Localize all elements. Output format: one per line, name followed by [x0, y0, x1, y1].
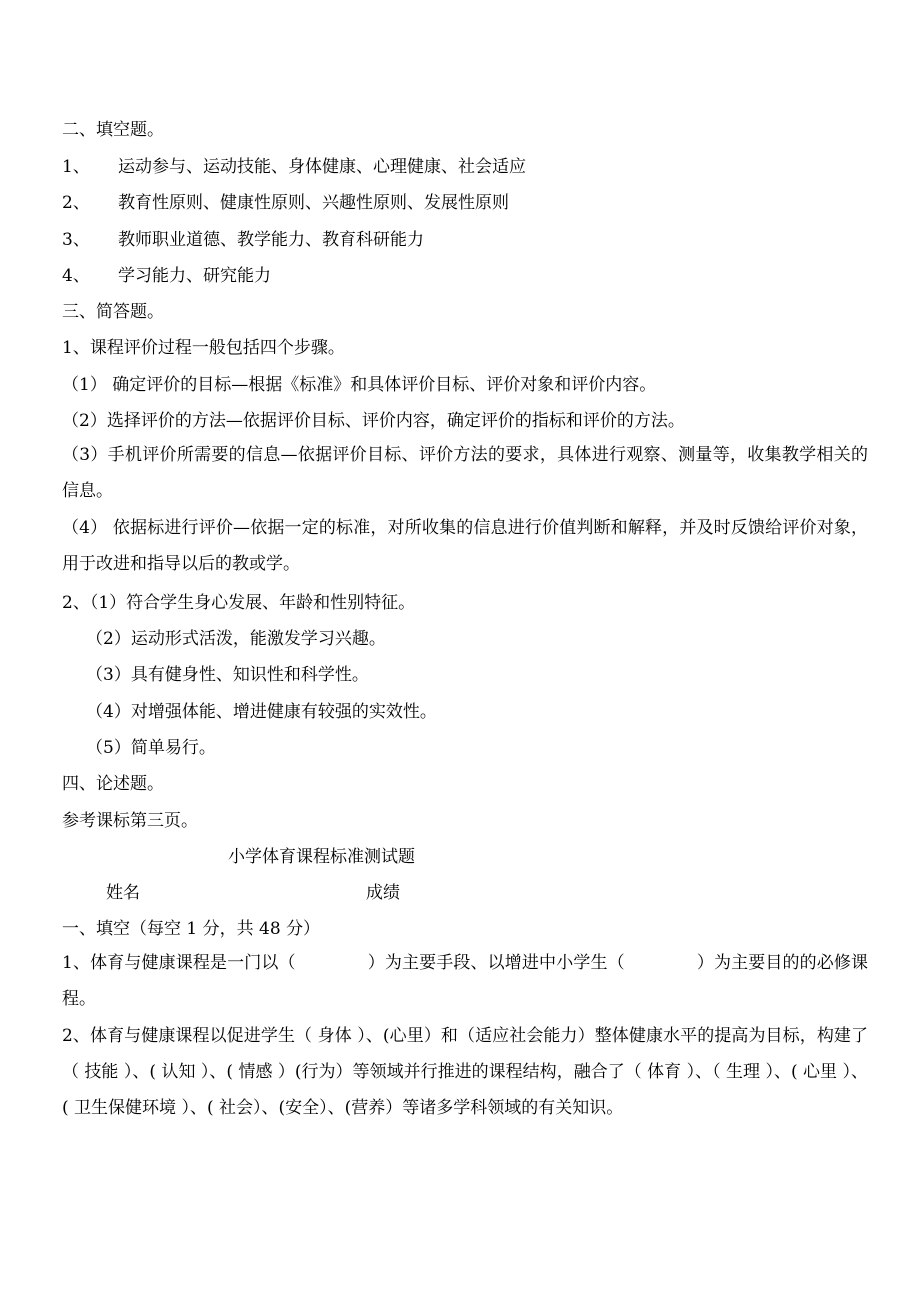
short-answer-2-item-5: （5）简单易行。	[86, 738, 216, 758]
short-answer-1-step-3: （3）手机评价所需要的信息—依据评价目标、评价方法的要求，具体进行观察、测量等，收集教学相关的信息。	[62, 445, 868, 501]
fill-answer-4-text: 学习能力、研究能力	[118, 266, 271, 286]
test-section-1-heading: 一、填空（每空 1 分，共 48 分）	[62, 919, 321, 939]
score-label: 成绩	[366, 883, 400, 903]
test-question-2: 2、体育与健康课程以促进学生（ 身体 ）、(心里）和（适应社会能力）整体健康水平的提高为目标，构建了（ 技能 ）、( 认知 ）、( 情感 ）(行为）等领域并行推进的课程结构，融合了（ 体育 ）、（ 生理 ）、( 心里 ）、( 卫生保健环境 ）、( 社会）、(安全）、(营养）等诸多学科领域的有关知识。	[62, 1026, 868, 1118]
test-question-1-part-c: ）为主要目的的必修课程。	[62, 953, 869, 1009]
short-answer-2-item-3: （3）具有健身性、知识性和科学性。	[86, 665, 369, 685]
fill-answers-heading: 二、填空题。	[62, 120, 164, 140]
short-answer-2-item-1: 2、（1）符合学生身心发展、年龄和性别特征。	[62, 593, 416, 613]
fill-answer-3	[62, 229, 868, 251]
fill-answer-2-text: 教育性原则、健康性原则、兴趣性原则、发展性原则	[118, 193, 509, 213]
test-question-1	[62, 945, 868, 1017]
fill-answer-3-number: 3、	[62, 230, 90, 250]
essay-answer: 参考课标第三页。	[62, 811, 198, 831]
fill-answer-2	[62, 192, 868, 214]
fill-answer-4	[62, 265, 868, 287]
fill-answer-3-text: 教师职业道德、教学能力、教育科研能力	[118, 230, 424, 250]
short-answers-heading: 三、简答题。	[62, 302, 164, 322]
fill-answer-4-number: 4、	[62, 266, 90, 286]
fill-answer-1	[62, 156, 868, 178]
essay-heading: 四、论述题。	[62, 774, 164, 794]
short-answer-2-item-4: （4）对增强体能、增进健康有较强的实效性。	[86, 702, 437, 722]
name-label: 姓名	[106, 883, 140, 903]
short-answer-2-item-2: （2）运动形式活泼，能激发学习兴趣。	[86, 629, 386, 649]
test-question-1-part-b: ）为主要手段、以增进中小学生（	[367, 953, 625, 973]
test-title: 小学体育课程标准测试题	[228, 847, 415, 867]
short-answer-1-step-4: （4） 依据标进行评价—依据一定的标准，对所收集的信息进行价值判断和解释，并及时反馈给评价对象，用于改进和指导以后的教或学。	[62, 518, 868, 574]
fill-answer-1-text: 运动参与、运动技能、身体健康、心理健康、社会适应	[118, 157, 526, 177]
test-question-1-part-a: 1、体育与健康课程是一门以（	[62, 953, 296, 973]
short-answer-1-intro: 1、课程评价过程一般包括四个步骤。	[62, 338, 345, 358]
fill-answer-2-number: 2、	[62, 193, 90, 213]
short-answer-1-step-2: （2）选择评价的方法—依据评价目标、评价内容，确定评价的指标和评价的方法。	[62, 411, 685, 431]
fill-answer-1-number: 1、	[62, 157, 90, 177]
short-answer-1-step-1: （1） 确定评价的目标—根据《标准》和具体评价目标、评价对象和评价内容。	[62, 375, 657, 395]
